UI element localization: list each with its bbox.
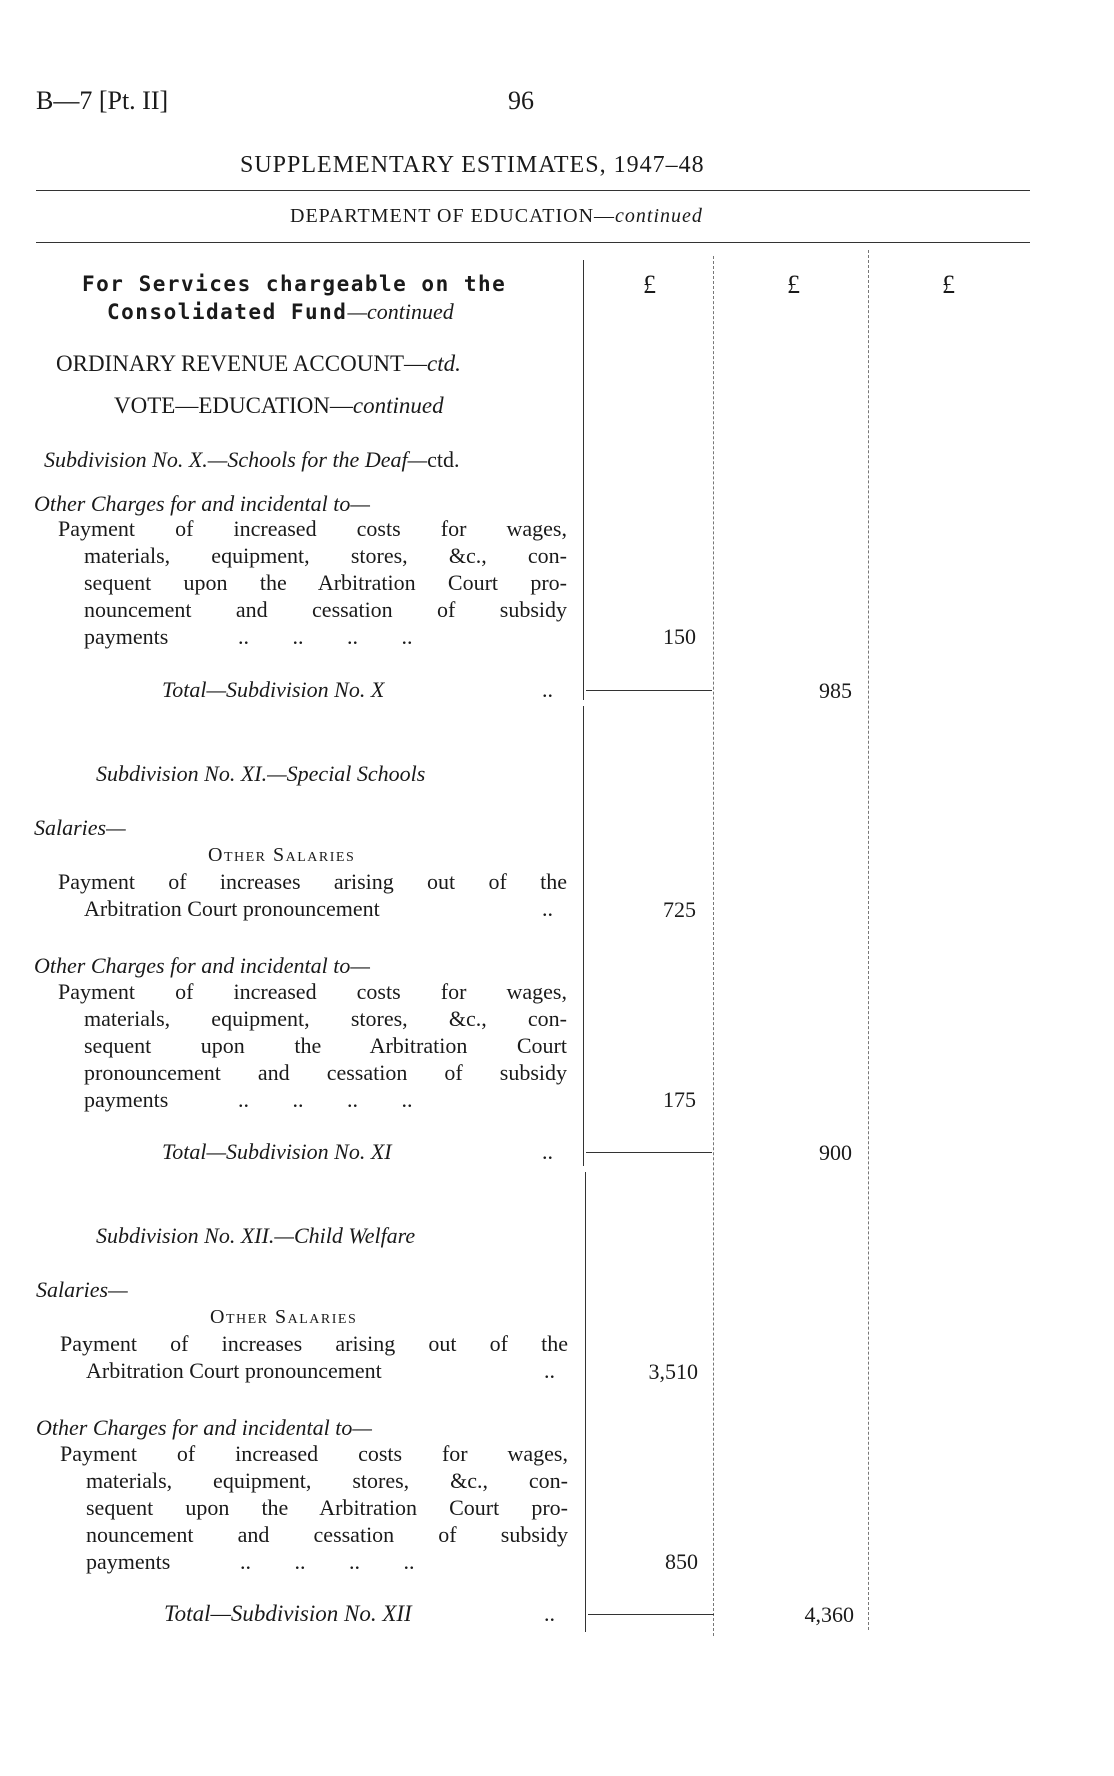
subdivision-xi-leader-dots: .. .. .. .. <box>238 1087 413 1112</box>
subdivision-xi-salary-amount: 725 <box>663 897 696 922</box>
subdivision-xi-total-label: Total—Subdivision No. XI <box>162 1139 392 1164</box>
column-header-2: £ <box>787 270 800 299</box>
subdivision-xii-amount: 850 <box>665 1549 698 1574</box>
subdivision-xii-line2: materials, equipment, stores, &c., con- <box>86 1468 568 1493</box>
subdivision-x-line4: nouncement and cessation of subsidy <box>84 597 567 622</box>
subdivision-x-line5: payments <box>84 624 169 649</box>
subdivision-xii-leader-dots: .. .. .. .. <box>240 1549 415 1574</box>
subdivision-x-total-dots: .. <box>542 677 553 702</box>
department-continued: continued <box>615 205 703 227</box>
subdivision-xi-amount: 175 <box>663 1087 696 1112</box>
subdivision-xi-line1: Payment of increased costs for wages, <box>58 979 567 1004</box>
subdivision-xi-total-rule <box>586 1152 712 1153</box>
subdivision-xi-line3: sequent upon the Arbitration Court <box>84 1033 567 1058</box>
subdivision-xi-salaries: Salaries— <box>34 815 126 840</box>
subdivision-xi-other-charges: Other Charges for and incidental to— <box>34 953 370 978</box>
subdivision-x-total-rule <box>586 690 712 691</box>
subdivision-x-name: Subdivision No. X.—Schools for the Deaf— <box>44 447 428 472</box>
subdivision-xi-other-salaries: Other Salaries <box>208 844 356 866</box>
page-number: 96 <box>508 86 534 115</box>
subdivision-xii-total-rule <box>588 1614 714 1615</box>
vote-heading <box>114 392 444 420</box>
subdivision-xi-salary-line2: Arbitration Court pronouncement <box>84 896 380 921</box>
column-header-1: £ <box>643 270 656 299</box>
report-reference: B—7 [Pt. II] <box>36 86 169 115</box>
subdivision-xii-salary-amount: 3,510 <box>648 1359 698 1384</box>
subdivision-xii-salary-line2: Arbitration Court pronouncement <box>86 1358 382 1383</box>
subdivision-xii-salary-dots: .. <box>544 1358 555 1383</box>
column-divider-3 <box>868 250 869 1630</box>
table-top-rule <box>36 242 1030 243</box>
column-divider-1c <box>585 1172 586 1632</box>
subdivision-x-leader-dots: .. .. .. .. <box>238 624 413 649</box>
department-name: DEPARTMENT OF EDUCATION— <box>290 205 616 227</box>
subdivision-xi-title: Subdivision No. XI.—Special Schools <box>96 761 426 786</box>
vote-name: VOTE—EDUCATION— <box>114 393 353 418</box>
subdivision-xi-salary-line1: Payment of increases arising out of the <box>58 869 567 894</box>
subdivision-xi-line4: pronouncement and cessation of subsidy <box>84 1060 567 1085</box>
subdivision-xi-line2: materials, equipment, stores, &c., con- <box>84 1006 567 1031</box>
subdivision-x-line1: Payment of increased costs for wages, <box>58 516 567 541</box>
subdivision-x-continued: ctd. <box>427 447 460 472</box>
subdivision-xii-salaries: Salaries— <box>36 1277 128 1302</box>
subdivision-xii-line4: nouncement and cessation of subsidy <box>86 1522 568 1547</box>
column-header-3: £ <box>942 270 955 299</box>
subdivision-xii-salary-line1: Payment of increases arising out of the <box>60 1331 568 1356</box>
subdivision-x-title <box>44 446 460 474</box>
column-divider-2 <box>713 256 714 1636</box>
consolidated-fund-continued: —continued <box>347 299 454 324</box>
column-divider-1b <box>583 706 584 1166</box>
account-name: ORDINARY REVENUE ACCOUNT— <box>56 351 427 376</box>
consolidated-fund: Consolidated Fund <box>107 300 348 324</box>
subdivision-xii-total-label: Total—Subdivision No. XII <box>164 1601 412 1626</box>
subdivision-xii-title: Subdivision No. XII.—Child Welfare <box>96 1223 416 1248</box>
account-continued: ctd. <box>427 351 461 376</box>
department-heading <box>290 205 703 228</box>
subdivision-xii-line3: sequent upon the Arbitration Court pro- <box>86 1495 568 1520</box>
account-heading <box>56 350 461 378</box>
subdivision-x-line2: materials, equipment, stores, &c., con- <box>84 543 567 568</box>
page-title: SUPPLEMENTARY ESTIMATES, 1947–48 <box>240 152 705 178</box>
subdivision-xii-line1: Payment of increased costs for wages, <box>60 1441 568 1466</box>
subdivision-xii-other-salaries: Other Salaries <box>210 1306 358 1328</box>
services-heading-line1: For Services chargeable on the <box>82 272 507 296</box>
subdivision-x-other-charges: Other Charges for and incidental to— <box>34 491 370 516</box>
subdivision-xi-total: 900 <box>819 1140 852 1165</box>
subdivision-x-total-label: Total—Subdivision No. X <box>162 677 385 702</box>
subdivision-xi-line5: payments <box>84 1087 169 1112</box>
column-divider-1a <box>583 260 584 700</box>
subdivision-x-total: 985 <box>819 678 852 703</box>
subdivision-xii-total: 4,360 <box>804 1602 854 1627</box>
subdivision-xi-total-dots: .. <box>542 1139 553 1164</box>
title-rule <box>36 190 1030 191</box>
subdivision-xi-salary-dots: .. <box>542 896 553 921</box>
subdivision-xii-total-dots: .. <box>544 1601 555 1626</box>
subdivision-xii-other-charges: Other Charges for and incidental to— <box>36 1415 372 1440</box>
subdivision-x-amount: 150 <box>663 624 696 649</box>
subdivision-xii-line5: payments <box>86 1549 171 1574</box>
services-heading-line2 <box>107 298 454 326</box>
subdivision-x-line3: sequent upon the Arbitration Court pro- <box>84 570 567 595</box>
vote-continued: continued <box>352 393 444 418</box>
